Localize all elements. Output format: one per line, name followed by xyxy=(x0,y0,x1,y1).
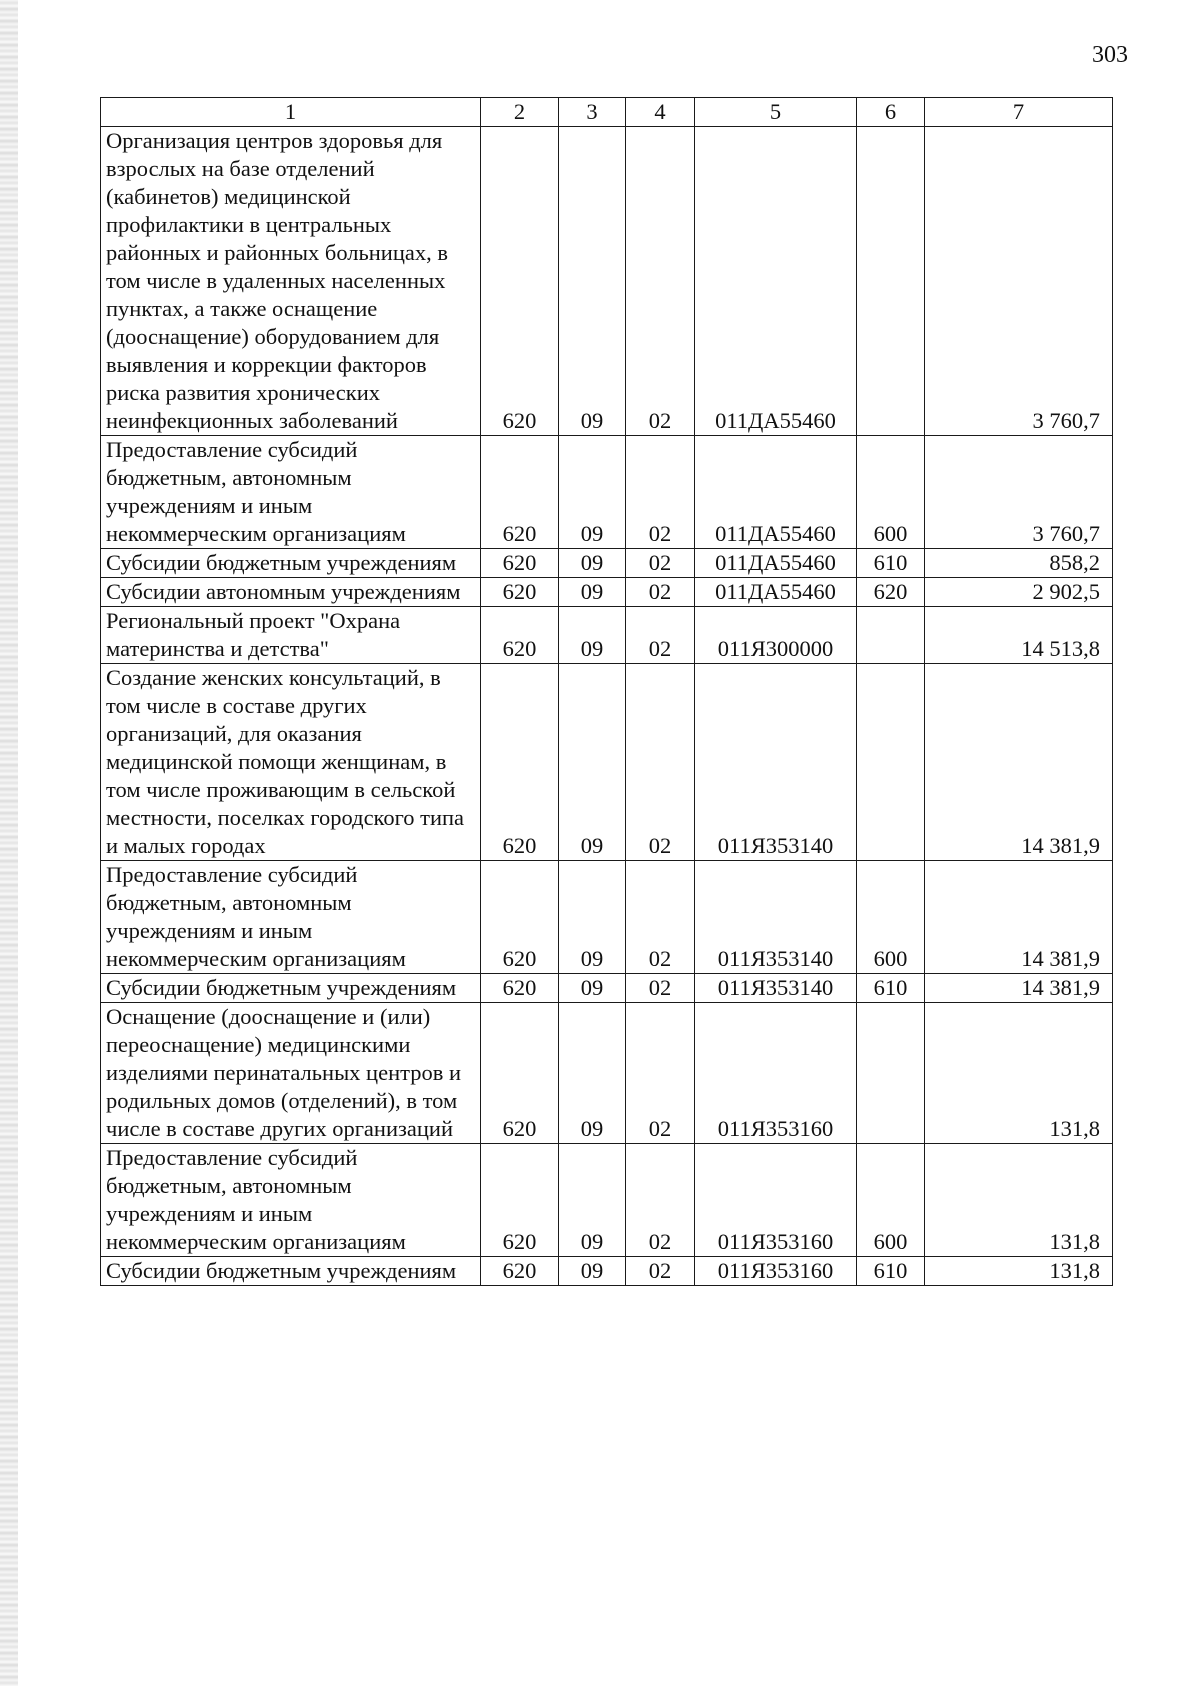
subsection-code: 02 xyxy=(626,861,695,974)
target-article-code: 011Я353160 xyxy=(695,1257,857,1286)
scan-edge xyxy=(0,0,18,1686)
ministry-code: 620 xyxy=(481,578,559,607)
subsection-code: 02 xyxy=(626,664,695,861)
row-name: Предоставление субсидий бюджетным, автономным учреждениям и иным некоммерческим организациям xyxy=(101,436,481,549)
column-header: 5 xyxy=(695,98,857,127)
page-number: 303 xyxy=(1092,42,1128,68)
ministry-code: 620 xyxy=(481,436,559,549)
expense-type-code xyxy=(857,1003,925,1144)
expense-type-code xyxy=(857,664,925,861)
table-row xyxy=(101,861,1113,974)
ministry-code: 620 xyxy=(481,974,559,1003)
ministry-code: 620 xyxy=(481,861,559,974)
expense-type-code xyxy=(857,607,925,664)
amount: 858,2 xyxy=(925,549,1113,578)
amount: 14 513,8 xyxy=(925,607,1113,664)
expense-type-code: 610 xyxy=(857,974,925,1003)
subsection-code: 02 xyxy=(626,549,695,578)
section-code: 09 xyxy=(559,607,626,664)
amount: 14 381,9 xyxy=(925,664,1113,861)
target-article-code: 011Я353160 xyxy=(695,1144,857,1257)
section-code: 09 xyxy=(559,974,626,1003)
expense-type-code xyxy=(857,127,925,436)
expense-type-code: 620 xyxy=(857,578,925,607)
ministry-code: 620 xyxy=(481,549,559,578)
subsection-code: 02 xyxy=(626,127,695,436)
table-row xyxy=(101,664,1113,861)
row-name: Оснащение (дооснащение и (или) переоснащение) медицинскими изделиями перинатальных центров и родильных домов (отделений), в том числе в составе других организаций xyxy=(101,1003,481,1144)
ministry-code: 620 xyxy=(481,127,559,436)
section-code: 09 xyxy=(559,1003,626,1144)
budget-table xyxy=(100,97,1113,1286)
column-header: 4 xyxy=(626,98,695,127)
amount: 131,8 xyxy=(925,1257,1113,1286)
section-code: 09 xyxy=(559,1144,626,1257)
row-name: Организация центров здоровья для взрослых на базе отделений (кабинетов) медицинской профилактики в центральных районных и районных больницах, в том числе в удаленных населенных пунктах, а также оснащение (дооснащение) оборудованием для выявления и коррекции факторов риска развития хронических неинфекционных заболеваний xyxy=(101,127,481,436)
row-name: Субсидии бюджетным учреждениям xyxy=(101,974,481,1003)
target-article-code: 011Я353160 xyxy=(695,1003,857,1144)
target-article-code: 011Я300000 xyxy=(695,607,857,664)
amount: 3 760,7 xyxy=(925,436,1113,549)
target-article-code: 011ДА55460 xyxy=(695,127,857,436)
section-code: 09 xyxy=(559,549,626,578)
target-article-code: 011Я353140 xyxy=(695,861,857,974)
table-row xyxy=(101,1257,1113,1286)
table-row xyxy=(101,578,1113,607)
row-name: Субсидии бюджетным учреждениям xyxy=(101,1257,481,1286)
amount: 14 381,9 xyxy=(925,974,1113,1003)
column-header: 6 xyxy=(857,98,925,127)
section-code: 09 xyxy=(559,436,626,549)
target-article-code: 011ДА55460 xyxy=(695,549,857,578)
table-row xyxy=(101,974,1113,1003)
ministry-code: 620 xyxy=(481,1257,559,1286)
subsection-code: 02 xyxy=(626,1003,695,1144)
subsection-code: 02 xyxy=(626,974,695,1003)
ministry-code: 620 xyxy=(481,1003,559,1144)
section-code: 09 xyxy=(559,578,626,607)
column-header: 1 xyxy=(101,98,481,127)
row-name: Региональный проект "Охрана материнства и детства" xyxy=(101,607,481,664)
section-code: 09 xyxy=(559,861,626,974)
column-header: 3 xyxy=(559,98,626,127)
table-row xyxy=(101,1003,1113,1144)
table-row xyxy=(101,1144,1113,1257)
subsection-code: 02 xyxy=(626,607,695,664)
row-name: Создание женских консультаций, в том числе в составе других организаций, для оказания медицинской помощи женщинам, в том числе проживающим в сельской местности, поселках городского типа и малых городах xyxy=(101,664,481,861)
amount: 131,8 xyxy=(925,1144,1113,1257)
subsection-code: 02 xyxy=(626,1257,695,1286)
target-article-code: 011ДА55460 xyxy=(695,578,857,607)
subsection-code: 02 xyxy=(626,1144,695,1257)
row-name: Предоставление субсидий бюджетным, автономным учреждениям и иным некоммерческим организациям xyxy=(101,861,481,974)
expense-type-code: 600 xyxy=(857,436,925,549)
expense-type-code: 600 xyxy=(857,861,925,974)
amount: 14 381,9 xyxy=(925,861,1113,974)
subsection-code: 02 xyxy=(626,436,695,549)
table-row xyxy=(101,436,1113,549)
section-code: 09 xyxy=(559,1257,626,1286)
table-row xyxy=(101,127,1113,436)
column-header: 7 xyxy=(925,98,1113,127)
row-name: Субсидии бюджетным учреждениям xyxy=(101,549,481,578)
amount: 2 902,5 xyxy=(925,578,1113,607)
column-number-row xyxy=(101,98,1113,127)
ministry-code: 620 xyxy=(481,664,559,861)
table-row xyxy=(101,549,1113,578)
section-code: 09 xyxy=(559,127,626,436)
expense-type-code: 600 xyxy=(857,1144,925,1257)
amount: 3 760,7 xyxy=(925,127,1113,436)
ministry-code: 620 xyxy=(481,607,559,664)
ministry-code: 620 xyxy=(481,1144,559,1257)
amount: 131,8 xyxy=(925,1003,1113,1144)
target-article-code: 011Я353140 xyxy=(695,974,857,1003)
row-name: Предоставление субсидий бюджетным, автономным учреждениям и иным некоммерческим организациям xyxy=(101,1144,481,1257)
subsection-code: 02 xyxy=(626,578,695,607)
expense-type-code: 610 xyxy=(857,1257,925,1286)
row-name: Субсидии автономным учреждениям xyxy=(101,578,481,607)
column-header: 2 xyxy=(481,98,559,127)
table-row xyxy=(101,607,1113,664)
target-article-code: 011ДА55460 xyxy=(695,436,857,549)
target-article-code: 011Я353140 xyxy=(695,664,857,861)
section-code: 09 xyxy=(559,664,626,861)
expense-type-code: 610 xyxy=(857,549,925,578)
